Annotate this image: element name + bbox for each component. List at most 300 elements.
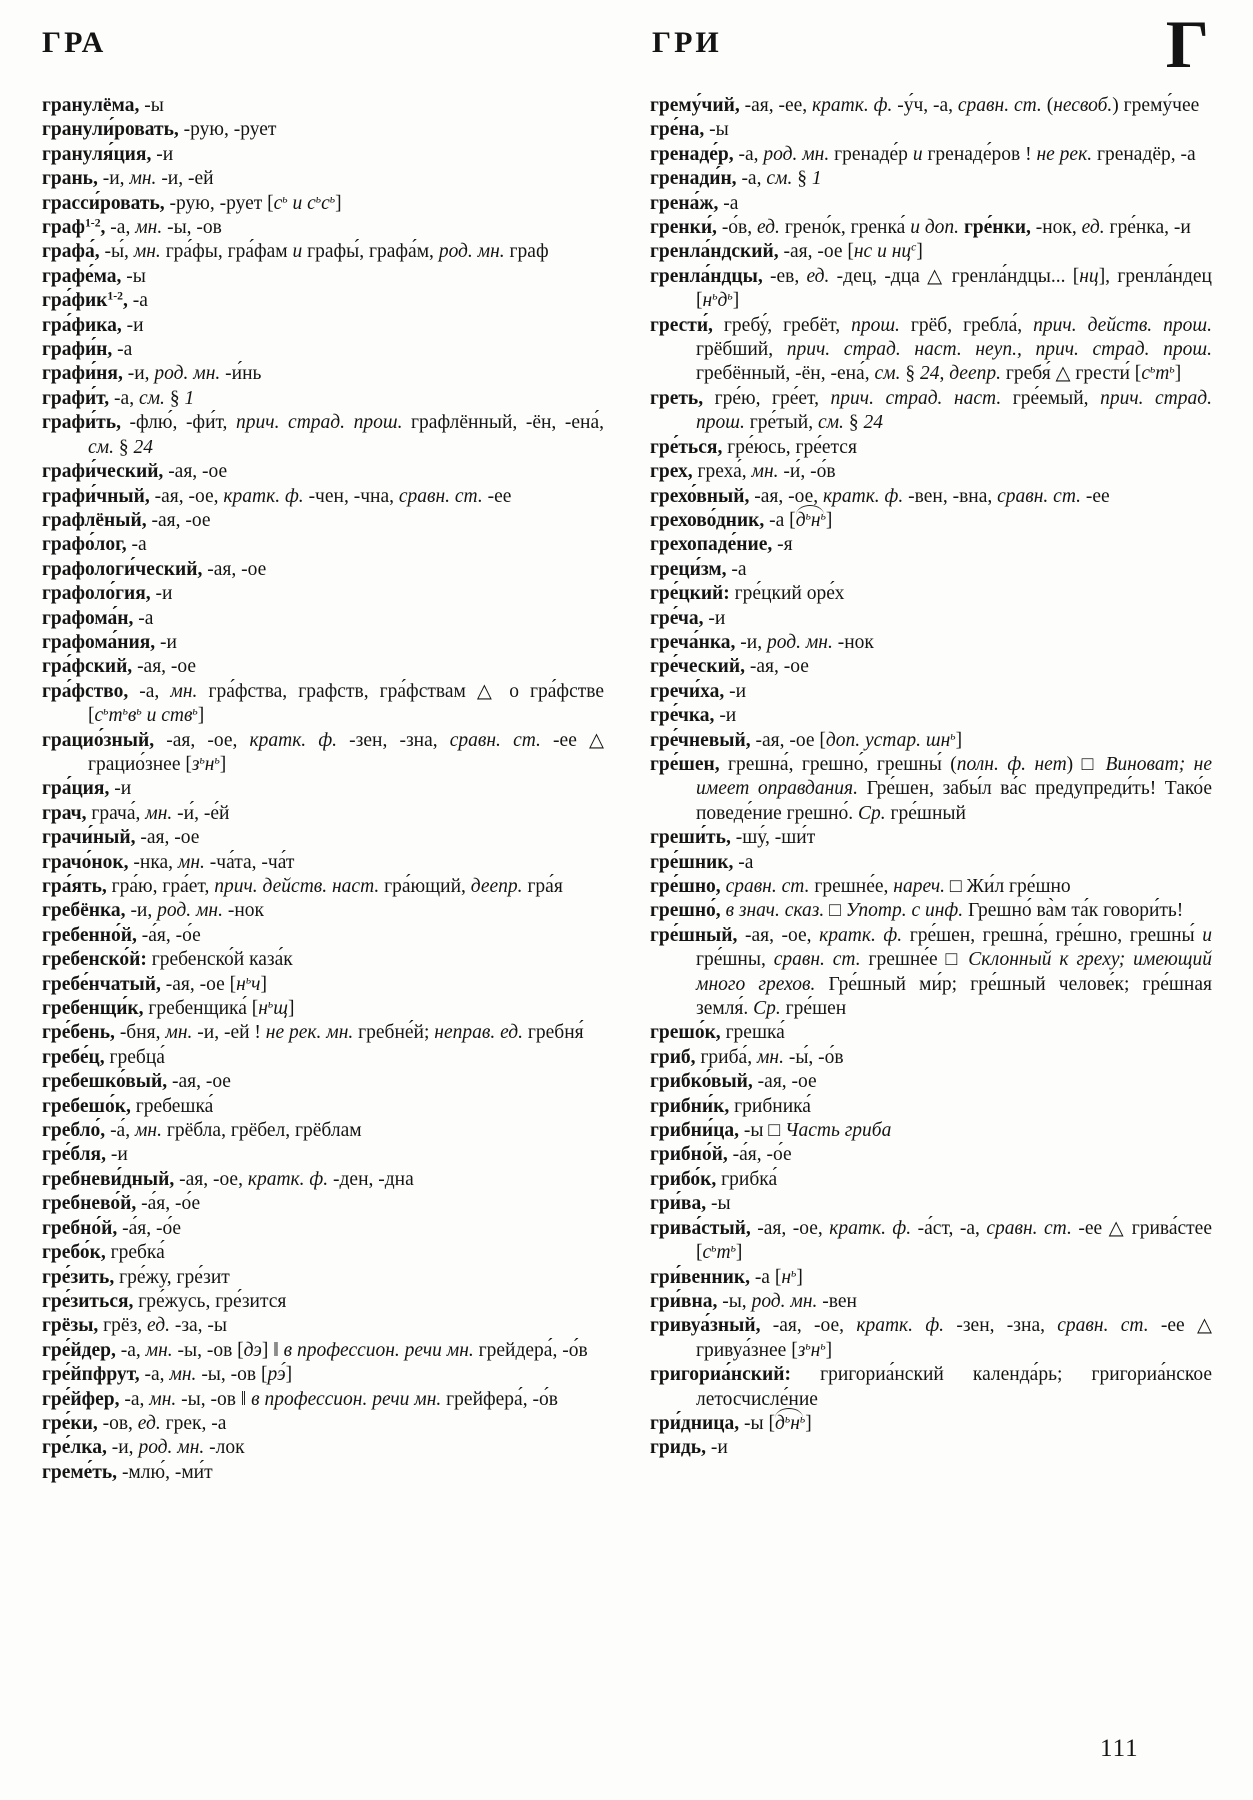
- entry-text: кратк. ф.: [812, 95, 893, 116]
- entry-text: -ы, -ов [: [172, 1339, 244, 1361]
- entry-text: -чен, -чна,: [303, 485, 399, 507]
- dictionary-entry: [42, 899, 604, 923]
- dictionary-entry: [650, 899, 1212, 923]
- entry-text: и: [912, 143, 923, 165]
- dictionary-entry: [650, 1266, 1212, 1290]
- dictionary-entry: [650, 167, 1212, 191]
- entry-text: см.: [766, 168, 793, 190]
- entry-text: григориа́нский календа́рь; григориа́нское летосчисле́ние: [696, 1364, 1212, 1410]
- entry-text: -ая, -ое,: [174, 1168, 248, 1190]
- entry-text: ]: [285, 1364, 293, 1386]
- entry-text: -ая, -ое: [135, 827, 200, 849]
- dictionary-entry: [650, 1119, 1212, 1143]
- entry-text: $с^ьт^ьв^ь$ и ств$^ь$: [94, 704, 198, 727]
- headword: гра́фство,: [42, 680, 129, 702]
- entry-text: -ая, -ее,: [739, 95, 813, 116]
- dictionary-entry: [42, 1168, 604, 1192]
- dictionary-entry: [650, 851, 1212, 875]
- entry-text: -а: [126, 534, 147, 556]
- dictionary-entry: [42, 192, 604, 216]
- headword: гра́фик$^{1-2}$,: [42, 289, 128, 312]
- entry-text: кратк. ф.: [223, 485, 304, 507]
- entry-text: -ы,: [717, 1290, 752, 1312]
- entry-text: гренаде́р: [829, 143, 913, 165]
- dictionary-entry: [650, 582, 1212, 606]
- entry-text: гре́тый,: [744, 412, 818, 434]
- headword: гре́нки,: [963, 217, 1031, 239]
- entry-text: гре́шный: [885, 802, 966, 824]
- entry-text: гра́ю, гра́ет,: [106, 876, 215, 897]
- dictionary-entry: [650, 216, 1212, 240]
- headword: гречи́ха,: [650, 680, 725, 702]
- headword: гребло́,: [42, 1120, 106, 1142]
- headword: грачи́ный,: [42, 827, 136, 849]
- headword: гре́чка,: [650, 705, 715, 727]
- headword: гре́лка,: [42, 1437, 107, 1459]
- dictionary-entry: [42, 1339, 604, 1363]
- entry-text: гре́емый,: [1001, 387, 1101, 409]
- entry-text: нц: [1079, 265, 1099, 287]
- entry-text: ед.: [137, 1412, 161, 1434]
- entry-text: ) □: [1066, 753, 1106, 775]
- entry-text: и доп.: [910, 217, 960, 239]
- headword: графе́ма,: [42, 265, 122, 287]
- entry-text: гра́фы, гра́фам: [160, 241, 293, 263]
- entry-text: -и́, -е́й: [172, 802, 230, 824]
- entry-text: гре́шен: [780, 998, 847, 1020]
- dictionary-entry: [650, 192, 1212, 216]
- headword: грехопаде́ние,: [650, 534, 773, 556]
- headword: гренки́,: [650, 217, 717, 239]
- entry-text: 24: [919, 363, 940, 385]
- entry-text: кратк. ф.: [829, 1217, 912, 1239]
- entry-text: -ев,: [762, 265, 807, 287]
- headword: греть,: [650, 387, 704, 409]
- dictionary-entry: [650, 1143, 1212, 1167]
- entry-text: гренадёр, -а: [1092, 143, 1196, 165]
- dictionary-entry: [650, 1192, 1212, 1216]
- entry-text: 24: [863, 412, 883, 434]
- entry-text: мн.: [169, 1364, 197, 1386]
- entry-text: см.: [874, 363, 901, 385]
- entry-text: ]: [796, 1266, 803, 1288]
- section-letter: Г: [1165, 6, 1209, 82]
- entry-text: -а [: [764, 509, 796, 531]
- headword: гривуа́зный,: [650, 1315, 761, 1337]
- entry-text: прич. страд. прош.: [236, 412, 403, 434]
- page-number: 111: [1100, 1735, 1139, 1762]
- dictionary-entry: [650, 1046, 1212, 1070]
- dictionary-entry: [650, 1070, 1212, 1094]
- entry-text: грек, -а: [160, 1412, 227, 1434]
- entry-text: $с^ьт^ь$: [1141, 363, 1175, 385]
- headword: гриб,: [650, 1046, 696, 1068]
- headword: гре́шен,: [650, 753, 720, 775]
- headword: гре́шно,: [650, 876, 721, 897]
- dictionary-entry: [650, 1217, 1212, 1266]
- dictionary-entry: [42, 1119, 604, 1143]
- entry-text: -и: [150, 583, 173, 605]
- entry-text: -флю́, -фи́т,: [120, 412, 237, 434]
- entry-text: гре́нка, -и: [1104, 217, 1191, 239]
- headword: графоло́гия,: [42, 583, 151, 605]
- entry-text: -ая, -ое: [202, 558, 267, 580]
- entry-text: гра́фства, графств, гра́фствам △ о гра́фстве [: [88, 680, 604, 727]
- entry-text: ]: [735, 1242, 743, 1264]
- dictionary-entry: [42, 1436, 604, 1460]
- entry-text: грёз,: [98, 1315, 148, 1337]
- dictionary-entry: [650, 509, 1212, 533]
- headword: гре́зиться,: [42, 1290, 134, 1312]
- entry-text: Часть гриба: [785, 1120, 892, 1142]
- entry-text: -нок: [832, 631, 874, 653]
- entry-text: -и,: [106, 1437, 139, 1459]
- headword: грасси́ровать,: [42, 192, 165, 214]
- dictionary-entry: [650, 1290, 1212, 1314]
- entry-text: -а́я, -о́е: [117, 1217, 182, 1239]
- entry-text: -ы, -ов [: [196, 1364, 268, 1386]
- entry-text: прош.: [851, 314, 900, 336]
- entry-text: род. мн.: [157, 900, 223, 922]
- entry-text: -и́, -о́в: [778, 461, 836, 483]
- dictionary-entry: [42, 1217, 604, 1241]
- headword: грему́чий,: [650, 95, 740, 116]
- headword: гребо́к,: [42, 1242, 106, 1264]
- entry-text: -а,: [733, 143, 764, 165]
- headword: грибко́вый,: [650, 1071, 753, 1093]
- entry-text: -и: [724, 680, 747, 702]
- headword: гре́ческий,: [650, 656, 745, 678]
- entry-text: деепр.: [949, 363, 1001, 385]
- entry-text: не рек.: [1036, 143, 1093, 165]
- entry-text: графы́, графа́м,: [302, 241, 439, 263]
- entry-text: гра́ющий,: [379, 876, 471, 897]
- dictionary-entry: [42, 1363, 604, 1387]
- entry-text: -ая, -ое: [745, 656, 809, 678]
- entry-text: Склонный к греху; имеющий много грехов.: [696, 949, 1212, 995]
- headword: гренади́н,: [650, 168, 737, 190]
- entry-text: грёб, гребла́,: [899, 314, 1034, 336]
- entry-text: ]: [335, 192, 342, 214]
- entry-text: -ее: [1081, 485, 1110, 507]
- dictionary-entry: [650, 265, 1212, 314]
- dictionary-entry: [42, 1021, 604, 1045]
- headword: гренла́ндцы,: [650, 265, 763, 287]
- entry-text: кратк. ф.: [822, 485, 904, 507]
- headword: гранули́ровать,: [42, 119, 179, 141]
- dictionary-entry: [42, 1388, 604, 1412]
- entry-text: §: [164, 387, 185, 409]
- dictionary-entry: [650, 1436, 1212, 1460]
- entry-text: ед.: [1081, 217, 1105, 239]
- entry-text: см.: [138, 387, 165, 409]
- entry-text: ]: [916, 241, 923, 263]
- entry-text: -дец, -дца △ гренла́ндцы... [: [829, 265, 1080, 287]
- dictionary-entry: [650, 387, 1212, 436]
- entry-text: гребка́: [105, 1242, 165, 1264]
- entry-text: ]: [732, 290, 740, 312]
- entry-text: грибника́: [729, 1095, 811, 1117]
- entry-text: -и: [109, 778, 132, 800]
- headword: грива́стый,: [650, 1217, 751, 1239]
- headword: графи́ть,: [42, 412, 121, 434]
- dictionary-entry: [42, 1314, 604, 1338]
- headword: гре́чневый,: [650, 729, 751, 751]
- headword: гренла́ндский,: [650, 241, 779, 263]
- entry-text: $н^ь$: [781, 1266, 797, 1288]
- headword: гребешо́к,: [42, 1095, 131, 1117]
- entry-text: -ы, -ов ‖: [176, 1388, 252, 1410]
- entry-text: -зен, -зна,: [337, 729, 450, 751]
- entry-text: сравн. ст.: [773, 949, 861, 971]
- entry-text: -ее △ гривуа́знее [: [696, 1315, 1212, 1361]
- dictionary-entry: [650, 680, 1212, 704]
- entry-text: и: [1202, 924, 1212, 946]
- entry-text: □: [824, 900, 846, 922]
- entry-text: -ая, -ое,: [154, 729, 250, 751]
- entry-text: -а: [718, 192, 739, 214]
- entry-text: -ы [: [739, 1412, 775, 1434]
- dictionary-entry: [650, 1168, 1212, 1192]
- entry-text: ед.: [147, 1315, 170, 1337]
- entry-text: 24: [133, 436, 153, 458]
- dictionary-entry: [42, 240, 604, 264]
- entry-text: мн.: [133, 241, 161, 263]
- headword: графи́чный,: [42, 485, 150, 507]
- entry-text: -ы: [704, 119, 729, 141]
- headword: гре́йдер,: [42, 1339, 116, 1361]
- entry-text: сравн. ст.: [986, 1217, 1072, 1239]
- dictionary-entry: [650, 1363, 1212, 1412]
- entry-text: -зен, -зна,: [944, 1315, 1058, 1337]
- entry-text: гренаде́ров !: [922, 143, 1037, 165]
- dictionary-entry: [42, 1290, 604, 1314]
- headword: гра́ция,: [42, 778, 110, 800]
- entry-text: -а: [733, 851, 754, 873]
- entry-text: сравн. ст.: [725, 876, 810, 897]
- entry-text: и: [292, 241, 303, 263]
- entry-text: грено́к, гренка́: [779, 217, 911, 239]
- entry-text: гребённый, -ён, -ена́,: [696, 363, 875, 385]
- headword: гри́ва,: [650, 1193, 707, 1215]
- entry-text: -ая, -ое,: [749, 485, 823, 507]
- headword: граф$^{1-2}$,: [42, 216, 106, 239]
- headword: гре́цкий:: [650, 583, 730, 605]
- entry-text: -ая, -ое: [752, 1071, 817, 1093]
- dictionary-entry: [42, 924, 604, 948]
- dictionary-entry: [42, 387, 604, 411]
- headword: грена́ж,: [650, 192, 719, 214]
- entry-text: -ы́,: [99, 241, 134, 263]
- dictionary-entry: [42, 460, 604, 484]
- dictionary-entry: [42, 143, 604, 167]
- headword: гренаде́р,: [650, 143, 734, 165]
- dictionary-entry: [42, 167, 604, 191]
- entry-text: ]: [219, 753, 227, 775]
- entry-text: гребешка́: [130, 1095, 214, 1117]
- dictionary-entry: [42, 314, 604, 338]
- entry-text: деепр.: [470, 876, 523, 897]
- headword: грешно́,: [650, 900, 721, 922]
- headword: гри́венник,: [650, 1266, 750, 1288]
- entry-text: -о́в,: [716, 217, 758, 239]
- entry-text: ]: [955, 729, 963, 751]
- entry-text: кратк. ф.: [819, 924, 903, 946]
- entry-text: -и: [121, 314, 144, 336]
- dictionary-entry: [42, 338, 604, 362]
- dictionary-entry: [42, 1046, 604, 1070]
- entry-text: ) грему́чее: [1112, 95, 1200, 116]
- dictionary-entry: [42, 997, 604, 1021]
- entry-text: грейфера́, -о́в: [441, 1388, 558, 1410]
- headword: графи́ческий,: [42, 461, 164, 483]
- entry-text: -и: [151, 143, 174, 165]
- entry-text: ]: [825, 1339, 833, 1361]
- entry-text: $с^ьт^ь$: [702, 1241, 736, 1264]
- entry-text: гре́шен, грешна́, гре́шно, грешны́: [902, 924, 1203, 946]
- entry-text: сравн. ст.: [449, 729, 541, 751]
- headword: греци́зм,: [650, 558, 727, 580]
- dictionary-entry: [42, 1143, 604, 1167]
- entry-text: гребенско́й каза́к: [146, 949, 293, 971]
- entry-text: -ее △ грацио́знее [: [88, 729, 604, 775]
- entry-text: -ая, -ое,: [737, 924, 820, 946]
- dictionary-entry: [42, 411, 604, 460]
- entry-text: гре́жу, гре́зит: [114, 1266, 230, 1288]
- entry-text: в знач. сказ.: [725, 900, 825, 922]
- dictionary-entry: [650, 436, 1212, 460]
- headword: графологи́ческий,: [42, 558, 203, 580]
- entry-text: грешне́е,: [809, 876, 894, 897]
- entry-text: -и, -ей: [156, 168, 214, 190]
- entry-text: -нок,: [1030, 217, 1082, 239]
- entry-text: сравн. ст.: [1057, 1315, 1149, 1337]
- entry-text: -ее: [482, 485, 512, 507]
- entry-text: -а: [127, 290, 148, 312]
- headword: григориа́нский:: [650, 1364, 791, 1386]
- entry-text: -и,: [125, 900, 158, 922]
- entry-text: -и: [706, 1437, 728, 1459]
- headword: грехо́вный,: [650, 485, 750, 507]
- entry-text: дэ: [243, 1339, 262, 1361]
- headword: гра́ять,: [42, 876, 107, 897]
- headword: графома́ния,: [42, 631, 156, 653]
- entry-text: -и: [155, 631, 177, 653]
- dictionary-entry: [42, 655, 604, 679]
- dictionary-entry: [650, 533, 1212, 557]
- dictionary-entry: [42, 533, 604, 557]
- column-right-entries: [650, 94, 1212, 1461]
- headword: гребно́й,: [42, 1217, 118, 1239]
- entry-text: род. мн.: [138, 1437, 205, 1459]
- entry-text: -а: [133, 607, 154, 629]
- entry-text: сравн. ст.: [398, 485, 483, 507]
- dictionary-entry: [650, 1021, 1212, 1045]
- headword: гре́йпфрут,: [42, 1364, 140, 1386]
- entry-text: гре́цкий оре́х: [729, 583, 845, 605]
- dictionary-entry: [42, 1070, 604, 1094]
- headword: гре́зить,: [42, 1266, 115, 1288]
- headword: грехово́дник,: [650, 509, 765, 531]
- entry-text: 1: [184, 387, 195, 409]
- entry-text: неправ. ед.: [434, 1022, 523, 1044]
- right-column-header: ГРИ: [652, 26, 722, 59]
- entry-text: грейдера́, -о́в: [473, 1339, 588, 1361]
- entry-text: ед.: [757, 217, 780, 239]
- entry-text: доп. устар. $шн^ь$: [825, 729, 956, 751]
- headword: грибни́ца,: [650, 1120, 740, 1142]
- headword: гре́ки,: [42, 1412, 98, 1434]
- headword: графома́н,: [42, 607, 134, 629]
- entry-text: -рую, -рует: [178, 119, 277, 141]
- entry-text: графлённый, -ён, -ена́,: [402, 412, 605, 434]
- dictionary-entry: [650, 314, 1212, 387]
- entry-text: -и: [714, 705, 737, 727]
- entry-text: грёбла, грёбел, грёблам: [161, 1120, 362, 1142]
- entry-text: -ая, -ое [: [750, 729, 826, 751]
- entry-text: -за, -ы: [169, 1315, 228, 1337]
- entry-text: -ая, -ое,: [760, 1315, 857, 1337]
- headword: гребёнка,: [42, 900, 126, 922]
- entry-text: в профессион. речи мн.: [251, 1388, 442, 1410]
- dictionary-entry: [42, 1266, 604, 1290]
- headword: грачо́нок,: [42, 851, 129, 873]
- dictionary-entry: [650, 94, 1212, 118]
- entry-text: -и,: [122, 363, 155, 385]
- entry-text: □ Жи́л гре́шно: [945, 876, 1071, 897]
- entry-text: -ая, -ое: [167, 1071, 231, 1093]
- entry-text: (: [1041, 95, 1054, 116]
- headword: гра́фика,: [42, 314, 122, 336]
- entry-text: мн.: [149, 1388, 177, 1410]
- entry-text: -млю́, -ми́т: [117, 1461, 213, 1483]
- headword: гранулёма,: [42, 95, 140, 116]
- entry-text: не рек. мн.: [265, 1022, 354, 1044]
- entry-text: мн.: [129, 168, 157, 190]
- entry-text: -а,: [119, 1388, 150, 1410]
- dictionary-entry: [42, 362, 604, 386]
- entry-text: -ы: [139, 95, 164, 116]
- entry-text: -у́ч, -а,: [892, 95, 958, 116]
- entry-text: -ы: [121, 265, 146, 287]
- headword: гребенно́й,: [42, 924, 137, 946]
- dictionary-entry: [650, 143, 1212, 167]
- entry-text: прич. страд. наст. неуп., прич. страд. прош.: [786, 339, 1212, 361]
- entry-text: -ча́та, -ча́т: [204, 851, 295, 873]
- entry-text: прич. страд. наст.: [830, 387, 1002, 409]
- entry-text: род. мн.: [763, 143, 830, 165]
- dictionary-entry: [42, 1241, 604, 1265]
- entry-text: род. мн.: [438, 241, 505, 263]
- entry-text: мн.: [145, 1339, 173, 1361]
- entry-text: $з^ьн^ь$: [191, 753, 220, 775]
- headword: графи́т,: [42, 387, 110, 409]
- entry-text: -нок: [222, 900, 265, 922]
- entry-text: -а́,: [105, 1120, 135, 1142]
- dictionary-entry: [42, 729, 604, 778]
- column-left-entries: [42, 94, 604, 1485]
- headword: грануля́ция,: [42, 143, 152, 165]
- headword: гре́на,: [650, 119, 705, 141]
- entry-text: ]: [260, 973, 267, 995]
- entry-text: кратк. ф.: [856, 1315, 945, 1337]
- headword: греме́ть,: [42, 1461, 118, 1483]
- headword: грешо́к,: [650, 1022, 721, 1044]
- dictionary-entry: [42, 509, 604, 533]
- entry-text: -ая, -ое: [146, 509, 211, 531]
- entry-text: гре́ю, гре́ет,: [703, 387, 831, 409]
- entry-text: прич. действ. наст.: [214, 876, 380, 897]
